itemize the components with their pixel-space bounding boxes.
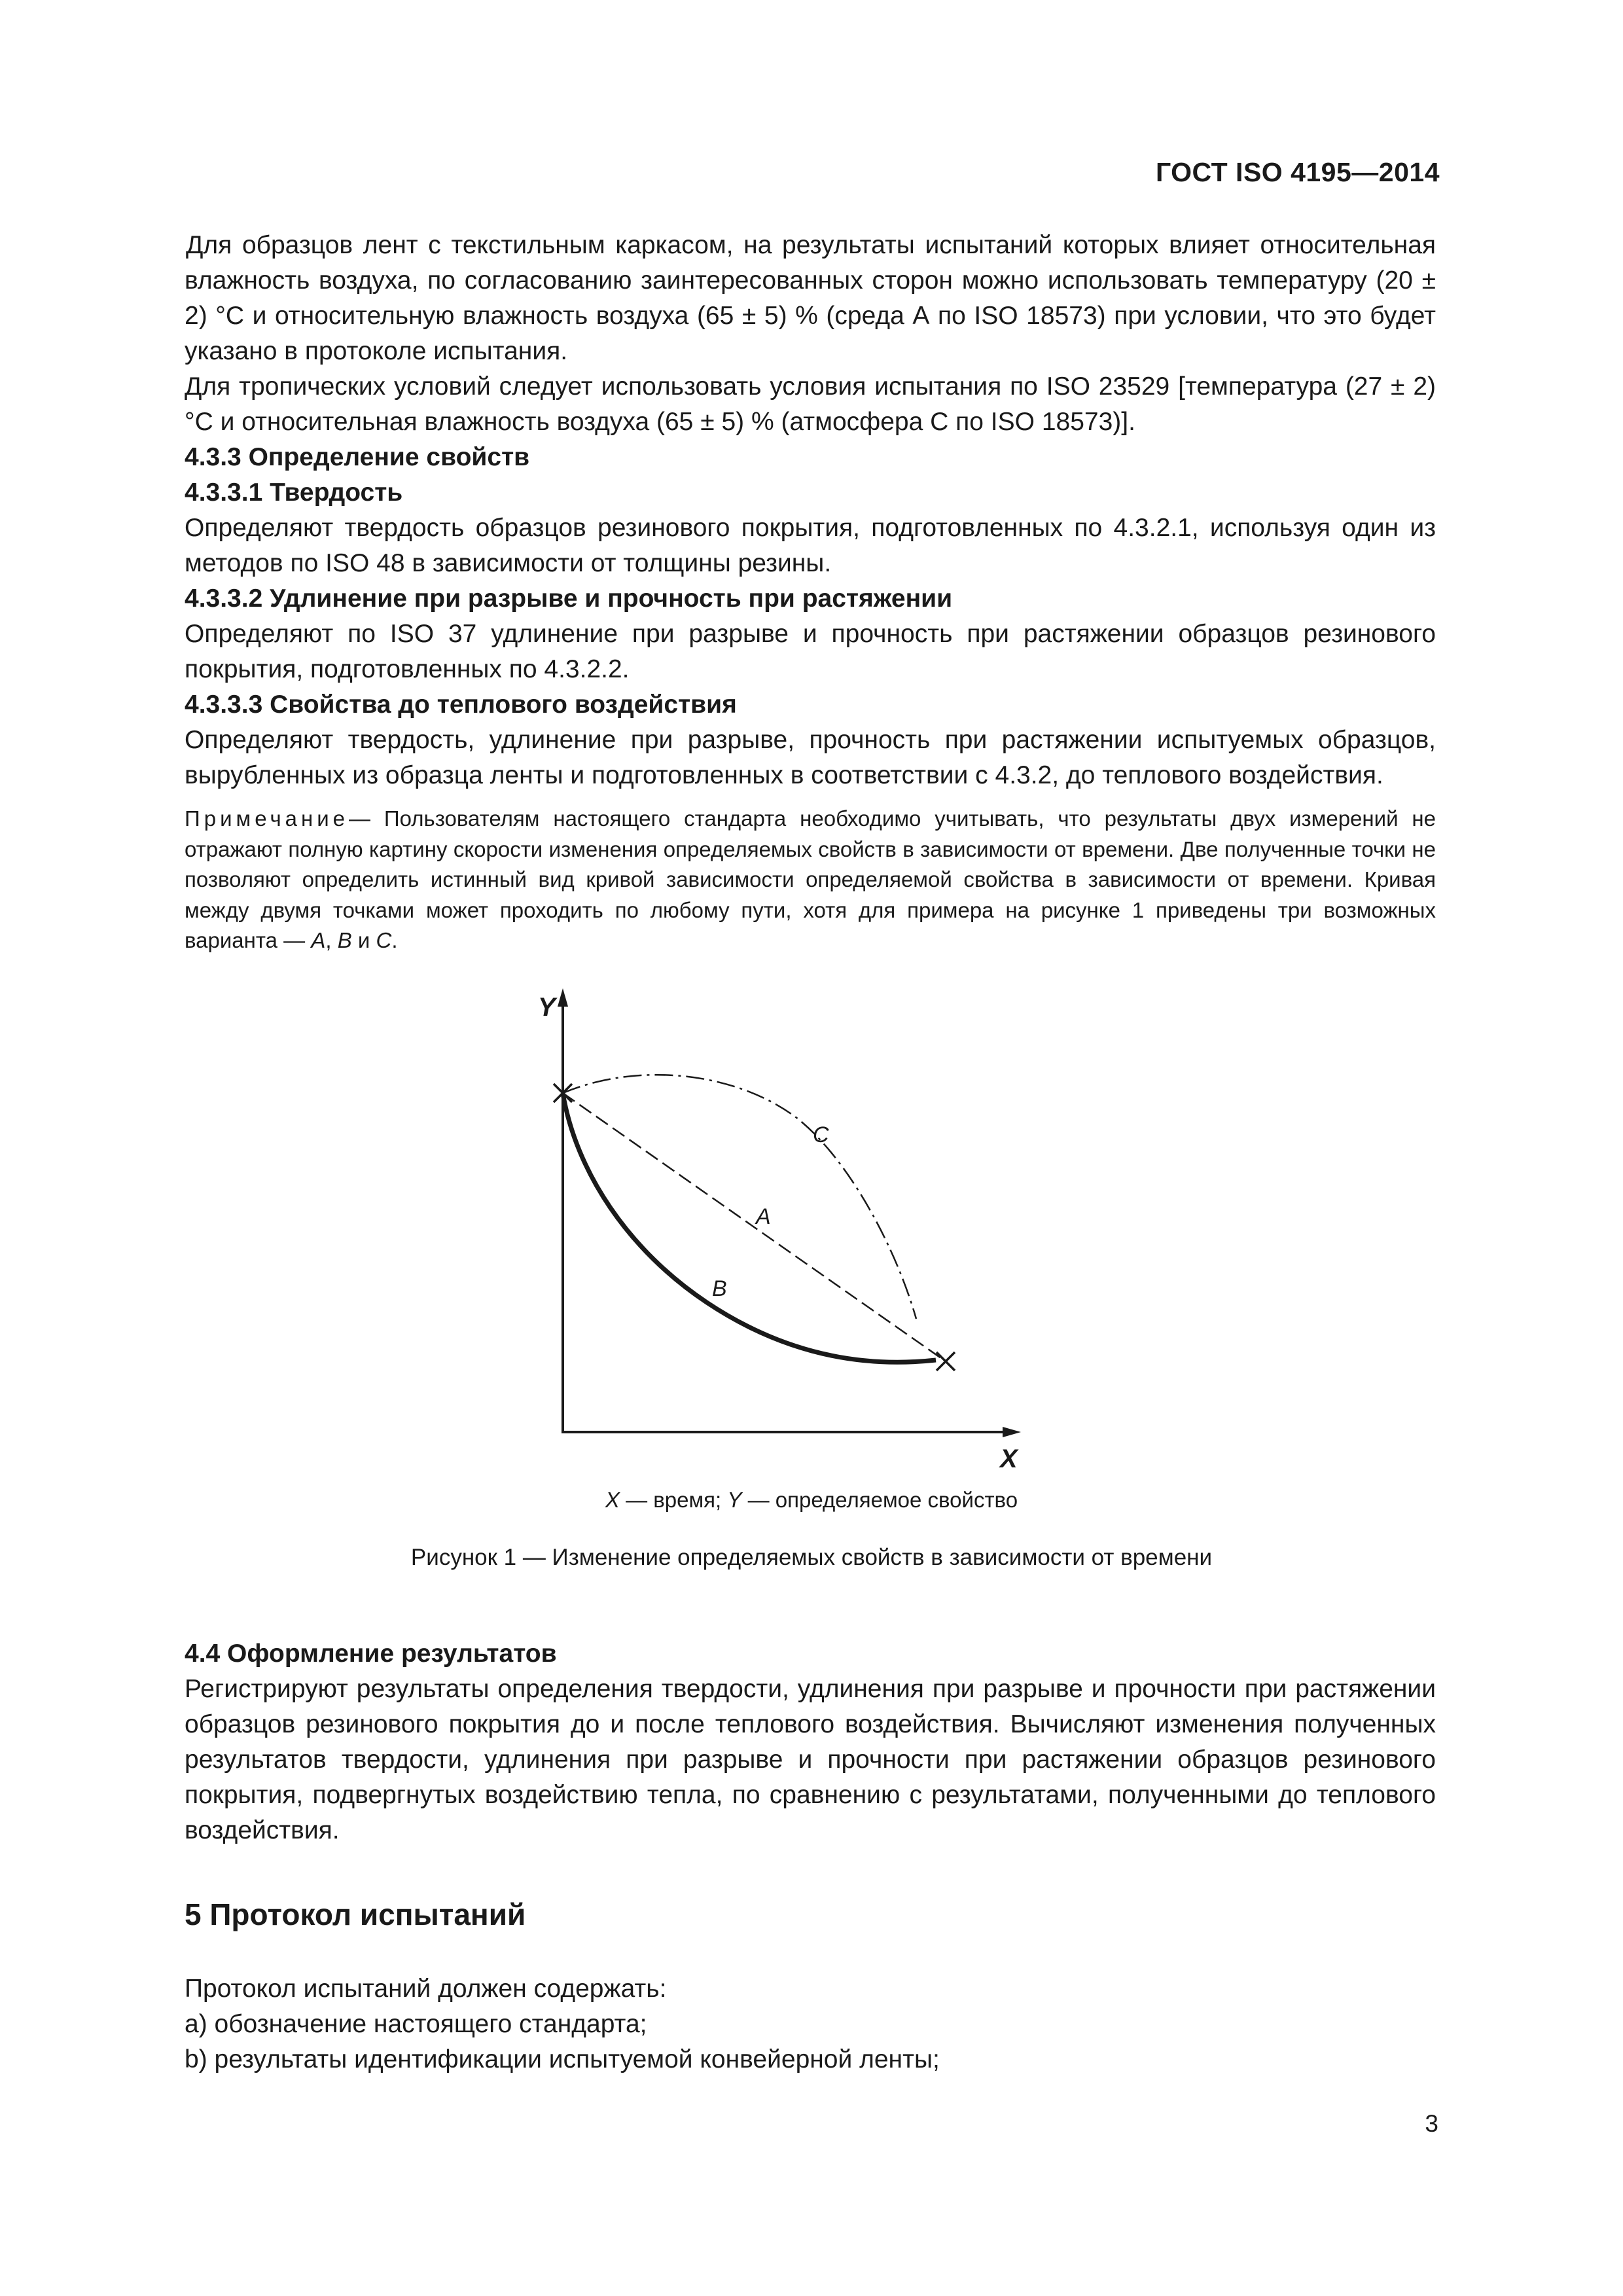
heading-4-3-3-2: 4.3.3.2 Удлинение при разрыве и прочность при растяжении bbox=[185, 584, 953, 613]
figure-legend: X — время; Y — определяемое свойство bbox=[605, 1488, 1018, 1512]
section-5-list bbox=[185, 1971, 1436, 2077]
paragraph-humidity: Для образцов лент с текстильным каркасом, на результаты испытаний которых влияет относительная влажность воздуха, по согласованию заинтересованных сторон можно использовать температуру (20 ± 2) °С и относительную влажность воздуха (65 ± 5) % (среда А по ISO 18573) при условии, что это будет указано в протоколе испытания. bbox=[185, 231, 1436, 365]
curve-a bbox=[563, 1093, 946, 1361]
heading-4-4: 4.4 Оформление результатов bbox=[185, 1640, 557, 1668]
figure-1-graph bbox=[510, 975, 1034, 1473]
page-number: 3 bbox=[1425, 2110, 1438, 2137]
protocol-item-b: b) результаты идентификации испытуемой конвейерной ленты; bbox=[185, 2045, 940, 2073]
curve-c-label: C bbox=[813, 1122, 829, 1147]
paragraph-hardness: Определяют твердость образцов резинового покрытия, подготовленных по 4.3.2.1, используя один из методов по ISO 48 в зависимости от толщины резины. bbox=[185, 514, 1436, 577]
paragraph-before-heat: Определяют твердость, удлинение при разрыве, прочность при растяжении испытуемых образцов, вырубленных из образца ленты и подготовленных в соответствии с 4.3.2, до теплового воздействия. bbox=[185, 726, 1436, 789]
protocol-item-a: a) обозначение настоящего стандарта; bbox=[185, 2010, 647, 2038]
paragraph-elongation: Определяют по ISO 37 удлинение при разрыве и прочность при растяжении образцов резинового покрытия, подготовленных по 4.3.2.2. bbox=[185, 620, 1436, 683]
note-block: Примечание— Пользователям настоящего стандарта необходимо учитывать, что результаты двух измерений не отражают полную картину скорости изменения определяемых свойств в зависимости от времени. Две полученные точки не позволяют определить истинный вид кривой зависимости определяемой свойства в зависимости от времени. Кривая между двумя точками может проходить по любому пути, хотя для примера на рисунке 1 приведены три возможных варианта — А, В и С. bbox=[185, 806, 1436, 952]
figure-title: Рисунок 1 — Изменение определяемых свойств в зависимости от времени bbox=[410, 1545, 1213, 1570]
curve-a-label: A bbox=[756, 1204, 771, 1229]
section-4-4 bbox=[185, 1636, 1436, 1848]
note-text: — Пользователям настоящего стандарта необходимо учитывать, что результаты двух измерений не отражают полную картину скорости изменения определяемых свойств в зависимости от времени. Две полученные точки не позволяют определить истинный вид кривой зависимости определяемой свойства в зависимости от времени. Кривая между двумя точками может проходить по любому пути, хотя для примера на рисунке 1 приведены три возможных варианта — bbox=[185, 806, 1436, 952]
x-axis-label: X bbox=[1000, 1444, 1018, 1473]
standard-code: ГОСТ ISO 4195—2014 bbox=[1155, 157, 1440, 187]
note-label: Примечание bbox=[185, 806, 349, 831]
heading-4-3-3-1: 4.3.3.1 Твердость bbox=[185, 478, 403, 507]
y-axis-arrow bbox=[558, 988, 568, 1007]
curve-c bbox=[563, 1075, 916, 1319]
text-block-top bbox=[185, 228, 1436, 793]
curve-b-label: B bbox=[712, 1276, 727, 1301]
heading-section-5: 5 Протокол испытаний bbox=[185, 1897, 526, 1931]
protocol-intro: Протокол испытаний должен содержать: bbox=[185, 1975, 667, 2003]
paragraph-results: Регистрируют результаты определения твердости, удлинения при разрыве и прочности при растяжении образцов резинового покрытия до и после теплового воздействия. Вычисляют изменения полученных результатов твердости, удлинения при разрыве и прочности при растяжении образцов резинового покрытия, подвергнутых воздействию тепла, по сравнению с результатами, полученными до теплового воздействия. bbox=[185, 1675, 1436, 1844]
heading-4-3-3: 4.3.3 Определение свойств bbox=[185, 443, 530, 471]
x-axis-arrow bbox=[1003, 1427, 1021, 1437]
y-axis-label: Y bbox=[538, 993, 556, 1022]
paragraph-tropical: Для тропических условий следует использовать условия испытания по ISO 23529 [температура (27 ± 2) °С и относительная влажность воздуха (65 ± 5) % (атмосфера С по ISO 18573)]. bbox=[185, 372, 1436, 436]
heading-4-3-3-3: 4.3.3.3 Свойства до теплового воздействия bbox=[185, 691, 737, 719]
end-point-marker bbox=[936, 1352, 955, 1371]
